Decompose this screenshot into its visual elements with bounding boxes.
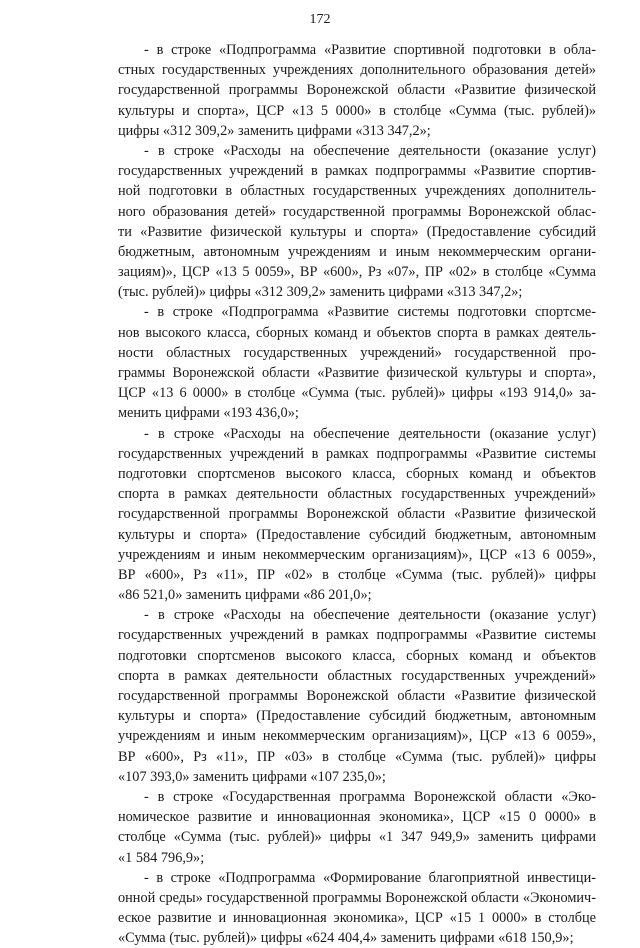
paragraph: [118, 424, 596, 606]
paragraph: [118, 605, 596, 787]
text-line: зациям)», ЦСР «13 5 0059», ВР «600», Рз «07», ПР «02» в столбце «Сумма: [118, 264, 596, 281]
text-line: подготовки спортсменов высокого класса, сборных команд и объектов: [118, 647, 596, 664]
text-line: - в строке «Подпрограмма «Развитие спортивной подготовки в обла-: [144, 42, 596, 58]
text-line: «107 393,0» заменить цифрами «107 235,0»;: [118, 768, 386, 785]
text-line: спорта в рамках деятельности областных государственных учреждений»: [118, 667, 596, 684]
text-line: государственной программы Воронежской области «Развитие физической: [118, 506, 596, 523]
text-line: «1 584 796,9»;: [118, 849, 205, 866]
text-line: государственной программы Воронежской области «Развитие физической: [118, 82, 596, 99]
text-line: онной среды» государственной программы Воронежской области «Экономич-: [118, 889, 596, 906]
text-line: ти «Развитие физической культуры и спорта» (Предоставление субсидий: [118, 223, 596, 240]
text-line: - в строке «Подпрограмма «Формирование благоприятной инвестици-: [144, 869, 596, 886]
text-line: государственной программы Воронежской области «Развитие физической: [118, 688, 596, 704]
paragraph: [118, 302, 596, 423]
text-line: - в строке «Подпрограмма «Развитие системы подготовки спортсме-: [144, 304, 596, 321]
text-line: учреждениям и иным некоммерческим организациям)», ЦСР «13 6 0059»,: [118, 728, 596, 745]
text-line: ного образования детей» государственной программы Воронежской облас-: [118, 203, 596, 220]
paragraph: [118, 141, 596, 303]
text-line: ной подготовки в областных государственных учреждениях дополнитель-: [118, 183, 596, 200]
text-line: (тыс. рублей)» цифры «312 309,2» заменить цифрами «313 347,2»;: [118, 284, 523, 301]
paragraph: [118, 868, 596, 948]
text-line: - в строке «Расходы на обеспечение деятельности (оказание услуг): [144, 425, 596, 442]
paragraph: [118, 40, 596, 141]
text-line: спорта в рамках деятельности областных государственных учреждений»: [118, 486, 596, 503]
text-line: учреждениям и иным некоммерческим организациям)», ЦСР «13 6 0059»,: [118, 546, 596, 563]
text-line: - в строке «Расходы на обеспечение деятельности (оказание услуг): [144, 142, 596, 159]
text-line: культуры и спорта», ЦСР «13 5 0000» в столбце «Сумма (тыс. рублей)»: [118, 102, 596, 119]
text-line: еское развитие и инновационная экономика», ЦСР «15 1 0000» в столбце: [118, 910, 596, 927]
text-line: «86 521,0» заменить цифрами «86 201,0»;: [118, 587, 372, 604]
text-line: ВР «600», Рз «11», ПР «03» в столбце «Сумма (тыс. рублей)» цифры: [118, 748, 596, 765]
text-line: менить цифрами «193 436,0»;: [118, 405, 299, 422]
text-line: стных государственных учреждениях дополнительного образования детей»: [118, 62, 596, 79]
text-line: ности областных государственных учреждений» государственной про-: [118, 344, 596, 361]
text-line: - в строке «Государственная программа Воронежской области «Эко-: [144, 788, 596, 805]
text-line: номическое развитие и инновационная экономика», ЦСР «15 0 0000» в: [118, 809, 596, 826]
paragraph: [118, 787, 596, 868]
text-line: культуры и спорта» (Предоставление субсидий бюджетным, автономным: [118, 708, 596, 725]
document-body: [118, 40, 596, 948]
text-line: - в строке «Расходы на обеспечение деятельности (оказание услуг): [144, 607, 596, 624]
page-number: 172: [309, 12, 331, 27]
text-line: подготовки спортсменов высокого класса, сборных команд и объектов: [118, 465, 596, 482]
text-line: «Сумма (тыс. рублей)» цифры «624 404,4» заменить цифрами «618 150,9»;: [118, 930, 574, 947]
text-line: нов высокого класса, сборных команд и объектов спорта в рамках деятель-: [118, 324, 596, 341]
text-line: граммы Воронежской области «Развитие физической культуры и спорта»,: [118, 365, 596, 381]
text-line: столбце «Сумма (тыс. рублей)» цифры «1 347 949,9» заменить цифрами: [118, 829, 596, 846]
text-line: цифры «312 309,2» заменить цифрами «313 347,2»;: [118, 122, 431, 139]
text-line: государственных учреждений в рамках подпрограммы «Развитие системы: [118, 627, 596, 644]
text-line: ЦСР «13 6 0000» в столбце «Сумма (тыс. рублей)» цифры «193 914,0» за-: [118, 385, 596, 402]
text-line: ВР «600», Рз «11», ПР «02» в столбце «Сумма (тыс. рублей)» цифры: [118, 566, 596, 583]
text-line: государственных учреждений в рамках подпрограммы «Развитие спортив-: [118, 163, 596, 180]
text-line: культуры и спорта» (Предоставление субсидий бюджетным, автономным: [118, 526, 596, 543]
text-line: государственных учреждений в рамках подпрограммы «Развитие системы: [118, 445, 596, 462]
text-line: бюджетным, автономным учреждениям и иным некоммерческим органи-: [118, 243, 596, 260]
